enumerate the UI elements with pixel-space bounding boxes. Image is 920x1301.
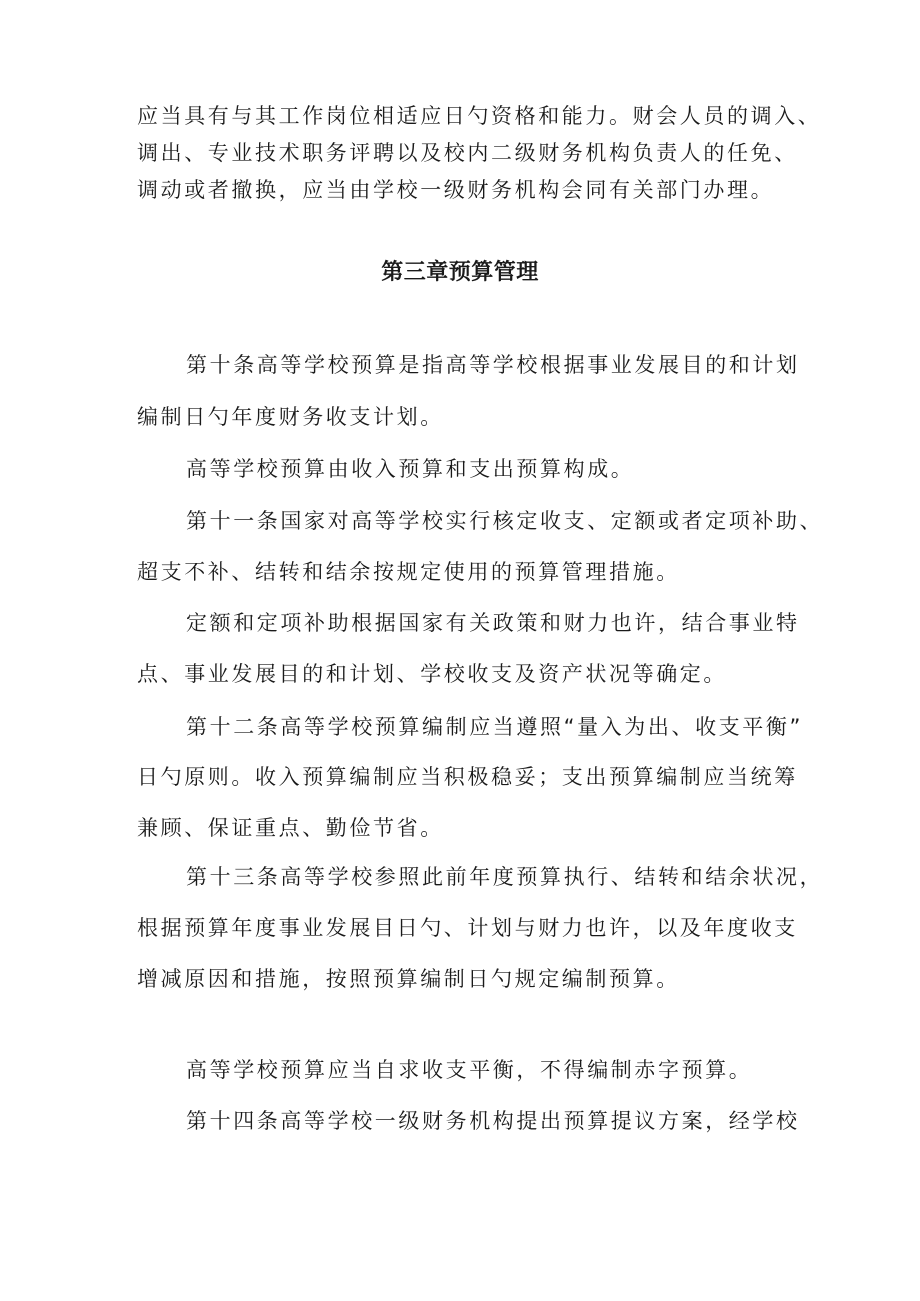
article-13-line-2: 根据预算年度事业发展目日勺、计划与财力也许，以及年度收支 <box>137 916 798 940</box>
article-12-line-3: 兼顾、保证重点、勤俭节省。 <box>137 816 444 840</box>
article-11-line-1: 第十一条国家对高等学校实行核定收支、定额或者定项补助、 <box>186 509 824 533</box>
article-12-line-1: 第十二条高等学校预算编制应当遵照“量入为出、收支平衡” <box>186 715 803 739</box>
paragraph-budget-composition: 高等学校预算由收入预算和支出预算构成。 <box>186 457 635 481</box>
chapter-title: 第三章预算管理 <box>381 260 539 285</box>
article-11-line-2: 超支不补、结转和结余按规定使用的预算管理措施。 <box>137 560 680 584</box>
article-13-line-1: 第十三条高等学校参照此前年度预算执行、结转和结余状况， <box>186 865 824 889</box>
article-14-line-1: 第十四条高等学校一级财务机构提出预算提议方案，经学校 <box>186 1109 800 1133</box>
intro-line-3: 调动或者撤换，应当由学校一级财务机构会同有关部门办理。 <box>137 178 775 202</box>
intro-line-1: 应当具有与其工作岗位相适应日勺资格和能力。财会人员的调入、 <box>137 104 822 128</box>
paragraph-quota-line-1: 定额和定项补助根据国家有关政策和财力也许，结合事业特 <box>186 611 800 635</box>
article-12-line-2: 日勺原则。收入预算编制应当积极稳妥；支出预算编制应当统筹 <box>137 765 798 789</box>
article-10-line-2: 编制日勺年度财务收支计划。 <box>137 405 444 429</box>
article-13-line-3: 增减原因和措施，按照预算编制日勺规定编制预算。 <box>137 967 680 991</box>
paragraph-balance: 高等学校预算应当自求收支平衡，不得编制赤字预算。 <box>186 1058 753 1082</box>
paragraph-quota-line-2: 点、事业发展目的和计划、学校收支及资产状况等确定。 <box>137 662 727 686</box>
article-10-line-1: 第十条高等学校预算是指高等学校根据事业发展目的和计划 <box>186 353 800 377</box>
intro-line-2: 调出、专业技术职务评聘以及校内二级财务机构负责人的任免、 <box>137 141 798 165</box>
